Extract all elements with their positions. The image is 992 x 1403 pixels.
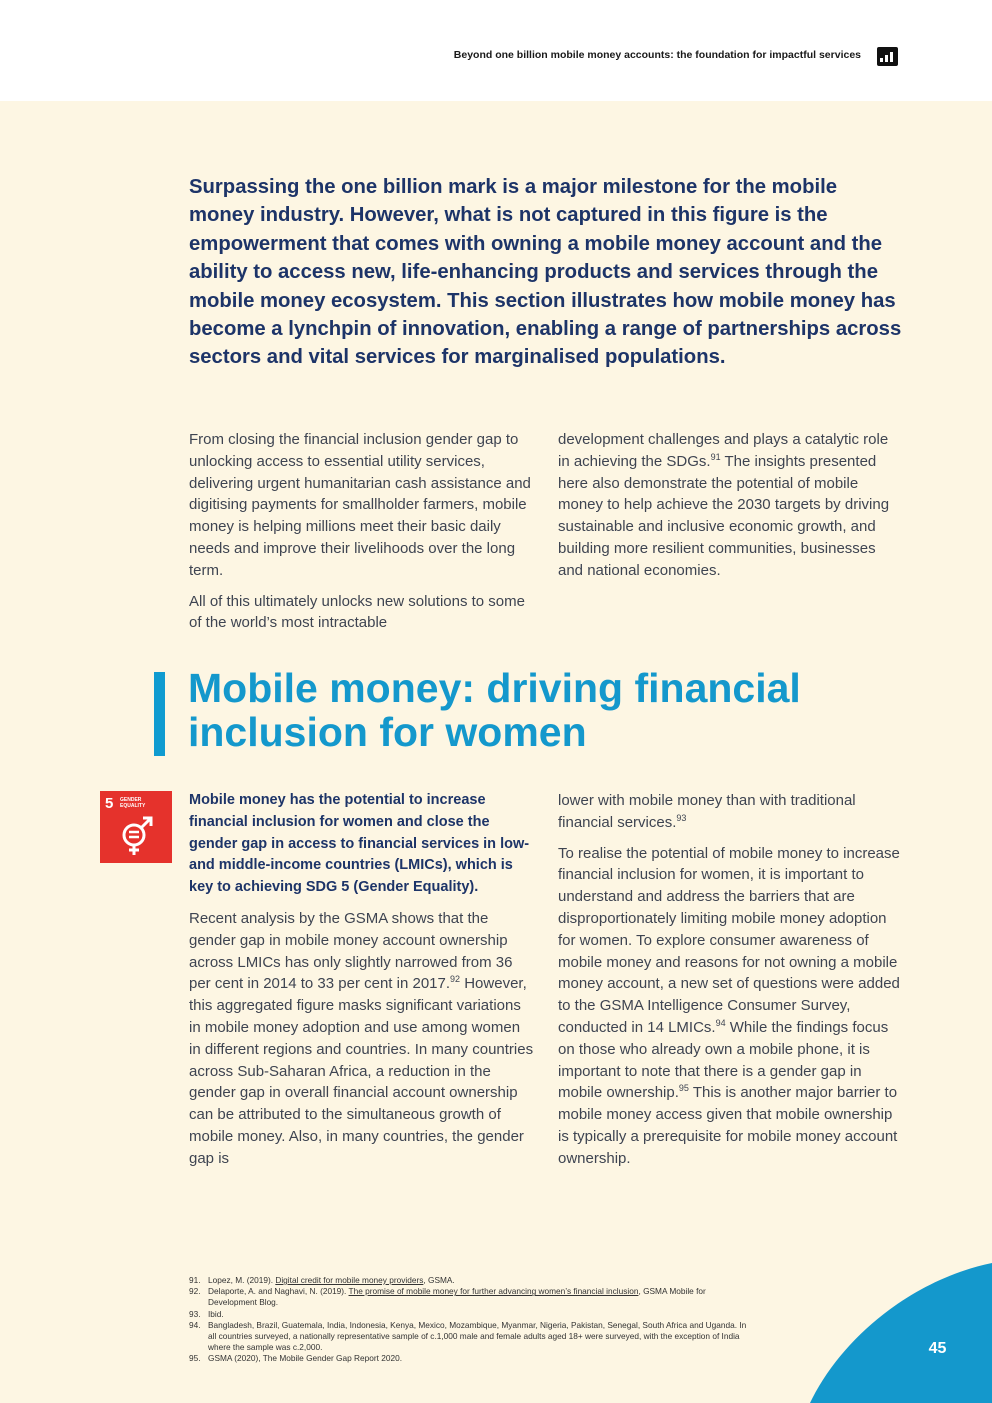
footnote: 95. GSMA (2020), The Mobile Gender Gap Report 2020. (189, 1353, 403, 1364)
footnote: 91. Lopez, M. (2019). Digital credit for mobile money providers, GSMA. (189, 1275, 455, 1285)
section-title: Mobile money: driving financial inclusion for women (188, 665, 801, 755)
footnote-link[interactable]: The promise of mobile money for further advancing women’s financial inclusion (348, 1286, 639, 1297)
page-corner-shape (800, 1260, 992, 1403)
sdg-label: GENDER EQUALITY (120, 797, 146, 809)
footnote: 94. Bangladesh, Brazil, Guatemala, India, Indonesia, Kenya, Mexico, Mozambique, Myanmar, Nigeria, Pakistan, Senegal, South Africa and Uganda. In all countries surveyed, a nationally representative sample of c.1,000 male and female adults aged 18+ were surveyed, with the exception of India where the sample was c.2,000. (189, 1319, 747, 1353)
body-paragraph: Recent analysis by the GSMA shows that the gender gap in mobile money account ownership across LMICs has only slightly narrowed from 36 per cent in 2014 to 33 per cent in 2017.92 However, this aggregated figure masks significant variations in mobile money adoption and use among women in different regions and countries. In many countries across Sub-Saharan Africa, a reduction in the gender gap in overall financial account ownership can be attributed to the simultaneous growth of mobile money. Also, in many countries, the gender gap is (189, 909, 534, 1167)
body-paragraph: development challenges and plays a catalytic role in achieving the SDGs.$^{91}$ The insights presented here also demonstrate the potential of mobile money to help achieve the 2030 targets by driving sustainable and inclusive economic growth, and building more resilient communities, businesses and national economies. (558, 431, 890, 579)
footnote-ref-94[interactable]: 94 (715, 1017, 726, 1028)
running-header-title: Beyond one billion mobile money accounts: the foundation for impactful services (453, 49, 861, 61)
footnote-ref-95[interactable]: 95 (678, 1083, 689, 1094)
page-header (0, 0, 992, 101)
section-accent-bar (154, 672, 165, 756)
intro-body-right-column (558, 429, 903, 591)
section-left-column (189, 790, 534, 1179)
body-paragraph: To realise the potential of mobile money to increase financial inclusion for women, it is important to understand and address the barriers that are disproportionately limiting mobile money adoption for women. To explore consumer awareness of mobile money and reasons for not owning a mobile money account, a new set of questions were added to the GSMA Intelligence Consumer Survey, conducted in 14 LMICs.$^{94}$ While the findings focus on those who already own a mobile phone, it is important to note that there is a gender gap in mobile ownership.$^{95}$ This is another major barrier to mobile money access given that mobile ownership is typically a prerequisite for mobile money account ownership. (558, 844, 900, 1167)
footnote-ref-93[interactable]: 93 (676, 812, 687, 823)
footnote: 93. Ibid. (189, 1308, 224, 1319)
intro-body-left-column (189, 429, 534, 643)
section-lead: Mobile money has the potential to increase financial inclusion for women and close the gender gap in access to financial services in low- and middle-income countries (LMICs), which is key to achieving SDG 5 (Gender Equality). (189, 792, 530, 896)
body-paragraph: All of this ultimately unlocks new solutions to some of the world’s most intractable (189, 592, 525, 632)
footnote-link[interactable]: Digital credit for mobile money providers (275, 1275, 424, 1285)
page-number: 45 (928, 1340, 947, 1357)
body-paragraph: lower with mobile money than with traditional financial services.$^{93}$ (558, 792, 856, 831)
footnote: 92. Delaporte, A. and Naghavi, N. (2019). The promise of mobile money for further advancing women’s financial inclusion, GSMA Mobile for Development Blog. (189, 1286, 706, 1308)
bar-chart-icon (877, 47, 898, 66)
intro-paragraph: Surpassing the one billion mark is a major milestone for the mobile money industry. However, what is not captured in this figure is the empowerment that comes with owning a mobile money account and the ability to access new, life-enhancing products and services through the mobile money ecosystem. This section illustrates how mobile money has become a lynchpin of innovation, enabling a range of partnerships across sectors and vital services for marginalised populations. (189, 176, 902, 369)
section-right-column (558, 790, 903, 1179)
footnote-ref-91[interactable]: 91 (710, 451, 721, 462)
gender-equality-icon (118, 815, 154, 857)
footnote-ref-92[interactable]: 92 (450, 974, 461, 985)
sdg-5-badge (100, 791, 172, 863)
sdg-number: 5 (105, 795, 114, 812)
body-paragraph: From closing the financial inclusion gender gap to unlocking access to essential utility services, delivering urgent humanitarian cash assistance and digitising payments for smallholder farmers, mobile money is helping millions meet their basic daily needs and improve their livelihoods over the long term. (189, 431, 531, 579)
footnotes (189, 1275, 749, 1365)
